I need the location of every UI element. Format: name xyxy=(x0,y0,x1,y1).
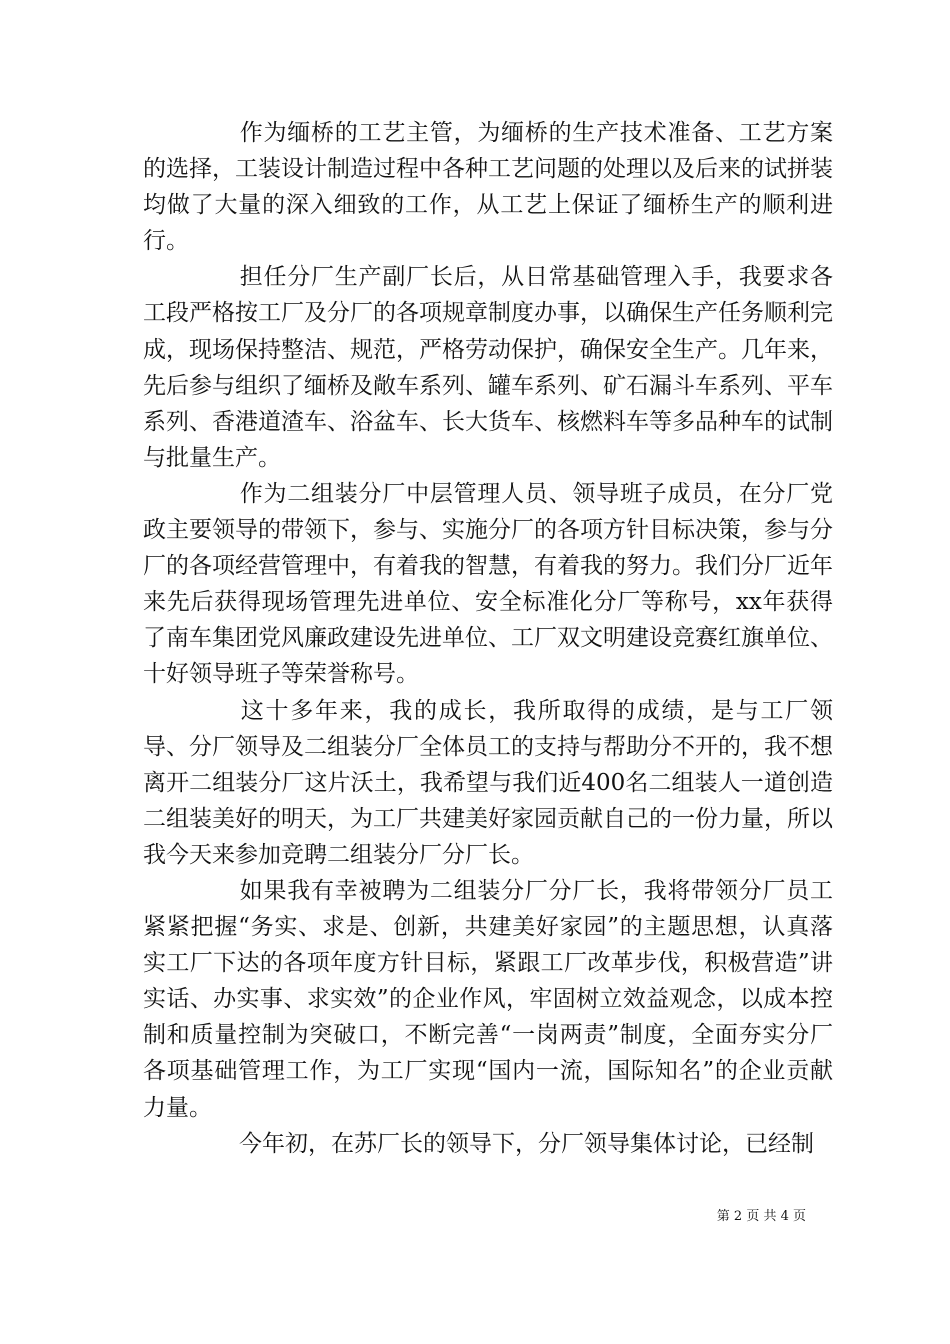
paragraph-4 xyxy=(143,693,833,873)
paragraph-1-text: 作为缅桥的工艺主管，为缅桥的生产技术准备、工艺方案的选择，工装设计制造过程中各种工艺问题的处理以及后来的试拼装均做了大量的深入细致的工作，从工艺上保证了缅桥生产的顺利进行。 xyxy=(143,120,833,255)
paragraph-3-text: 作为二组装分厂中层管理人员、领导班子成员，在分厂党政主要领导的带领下，参与、实施分厂的各项方针目标决策，参与分厂的各项经营管理中，有着我的智慧，有着我的努力。我们分厂近年来先后获得现场管理先进单位、安全标准化分厂等称号，xx年获得了南车集团党风廉政建设先进单位、工厂双文明建设竞赛红旗单位、十好领导班子等荣誉称号。 xyxy=(143,480,833,688)
paragraph-4-text: 这十多年来，我的成长，我所取得的成绩，是与工厂领导、分厂领导及二组装分厂全体员工的支持与帮助分不开的，我不想离开二组装分厂这片沃土，我希望与我们近400名二组装人一道创造二组装美好的明天，为工厂共建美好家园贡献自己的一份力量，所以我今天来参加竞聘二组装分厂分厂长。 xyxy=(143,697,833,868)
paragraph-6-text: 今年初，在苏厂长的领导下，分厂领导集体讨论，已经制 xyxy=(239,1130,814,1157)
paragraph-2-text: 担任分厂生产副厂长后，从日常基础管理入手，我要求各工段严格按工厂及分厂的各项规章制度办事，以确保生产任务顺利完成，现场保持整洁、规范，严格劳动保护，确保安全生产。几年来，先后参与组织了缅桥及敞车系列、罐车系列、矿石漏斗车系列、平车系列、香港道渣车、浴盆车、长大货车、核燃料车等多品种车的试制与批量生产。 xyxy=(143,264,833,471)
paragraph-5 xyxy=(143,873,833,1126)
paragraph-6 xyxy=(143,1126,833,1162)
paragraph-1 xyxy=(143,115,833,259)
page-number: 第 2 页 共 4 页 xyxy=(716,1209,806,1224)
paragraph-5-text: 如果我有幸被聘为二组装分厂分厂长，我将带领分厂员工紧紧把握“务实、求是、创新，共建美好家园”的主题思想，认真落实工厂下达的各项年度方针目标，紧跟工厂改革步伐，积极营造”讲实话、办实事、求实效”的企业作风，牢固树立效益观念，以成本控制和质量控制为突破口，不断完善“一岗两责”制度，全面夯实分厂各项基础管理工作，为工厂实现“国内一流，国际知名”的企业贡献力量。 xyxy=(143,877,833,1121)
paragraph-3 xyxy=(143,476,833,693)
document-body xyxy=(143,115,833,1162)
paragraph-2 xyxy=(143,259,833,476)
